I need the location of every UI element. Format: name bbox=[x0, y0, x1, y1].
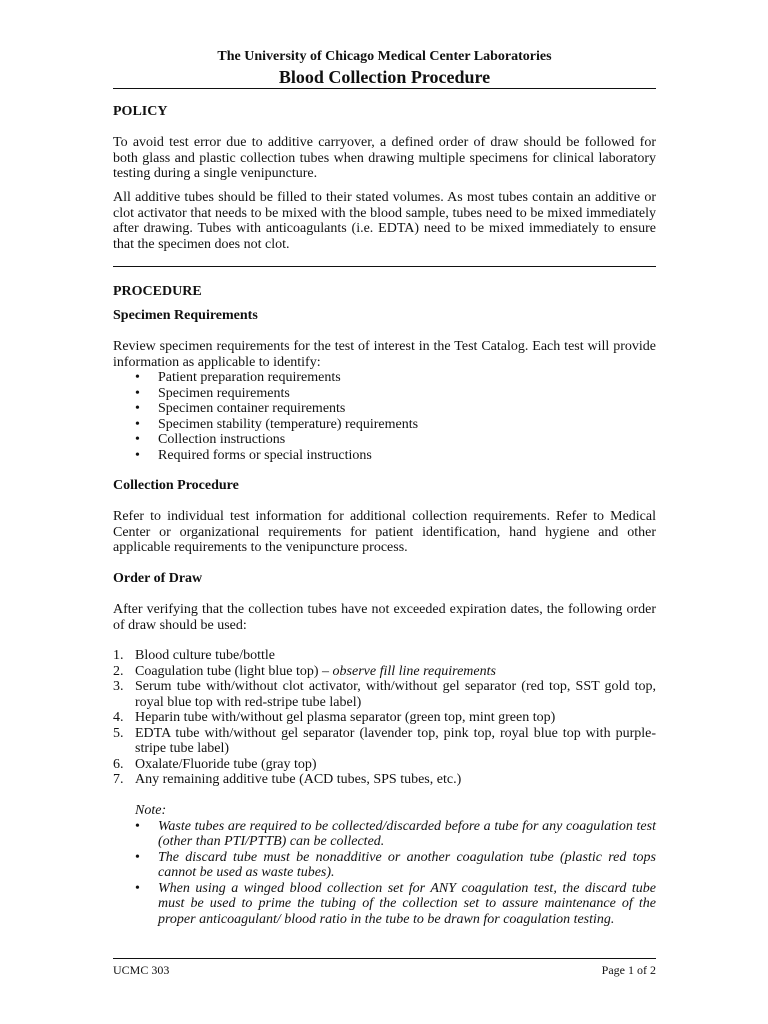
order-of-draw-intro: After verifying that the collection tubes have not exceeded expiration dates, the following order of draw should be used: bbox=[113, 602, 656, 633]
collection-procedure-section bbox=[113, 478, 656, 494]
list-item: 5. EDTA tube with/without gel separator (lavender top, pink top, royal blue top with purple-stripe tube label) bbox=[113, 725, 656, 756]
order-of-draw-intro-block bbox=[113, 602, 656, 633]
policy-section bbox=[113, 104, 656, 120]
policy-paragraph-1 bbox=[113, 135, 656, 182]
document-header bbox=[113, 48, 656, 88]
list-item-text: Heparin tube with/without gel plasma separator (green top, mint green top) bbox=[135, 710, 556, 725]
note-label: Note: bbox=[135, 803, 167, 818]
list-item-text: Coagulation tube (light blue top) – bbox=[135, 663, 333, 679]
list-item: 7. Any remaining additive tube (ACD tubes, SPS tubes, etc.) bbox=[113, 772, 462, 787]
document-id: UCMC 303 bbox=[113, 963, 170, 977]
specimen-requirements-section bbox=[113, 308, 656, 324]
order-of-draw-list bbox=[113, 648, 656, 788]
procedure-heading: PROCEDURE bbox=[113, 284, 202, 299]
list-item: • When using a winged blood collection set for ANY coagulation test, the discard tube must be used to prime the tubing of the collection set to assure maintenance of the proper anticoagulant/ blood ratio in the tube to be drawn for coagulation testing. bbox=[113, 881, 656, 928]
section-rule bbox=[113, 266, 656, 267]
list-item: • Patient preparation requirements bbox=[113, 370, 656, 386]
list-item-text: EDTA tube with/without gel separator (lavender top, pink top, royal blue top with purple-stripe tube label) bbox=[135, 725, 656, 756]
policy-heading: POLICY bbox=[113, 104, 168, 119]
list-item-emphasis: observe fill line requirements bbox=[332, 663, 496, 679]
notes-block bbox=[113, 803, 656, 927]
list-item: • Specimen stability (temperature) requirements bbox=[113, 417, 656, 433]
list-item: • Collection instructions bbox=[113, 432, 656, 448]
list-item: 2. Coagulation tube (light blue top) – observe fill line requirements bbox=[113, 663, 496, 679]
list-item: 6. Oxalate/Fluoride tube (gray top) bbox=[113, 756, 317, 772]
list-item-text: Any remaining additive tube (ACD tubes, SPS tubes, etc.) bbox=[135, 772, 462, 787]
list-item: 4. Heparin tube with/without gel plasma separator (green top, mint green top) bbox=[113, 710, 556, 725]
collection-procedure-body bbox=[113, 509, 656, 556]
specimen-intro: Review specimen requirements for the test of interest in the Test Catalog. Each test will provide information as applicable to identify: bbox=[113, 339, 656, 370]
header-rule bbox=[113, 88, 656, 89]
list-item-text: Blood culture tube/bottle bbox=[135, 648, 275, 663]
list-item-text: Oxalate/Fluoride tube (gray top) bbox=[135, 756, 317, 772]
specimen-requirements-body bbox=[113, 339, 656, 463]
specimen-requirements-heading: Specimen Requirements bbox=[113, 308, 258, 323]
policy-text-2: All additive tubes should be filled to their stated volumes. As most tubes contain an additive or clot activator that needs to be mixed with the blood sample, tubes need to be mixed immediately after drawing. Tubes with anticoagulants (i.e. EDTA) need to be mixed immediately to ensure that the specimen does not clot. bbox=[113, 190, 656, 252]
page-number: Page 1 of 2 bbox=[601, 963, 656, 977]
collection-procedure-text: Refer to individual test information for additional collection requirements. Refer to Medical Center or organizational requirements for patient identification, hand hygiene and other applicable requirements to the venipuncture process. bbox=[113, 509, 656, 555]
document-title: Blood Collection Procedure bbox=[278, 67, 491, 87]
procedure-section bbox=[113, 284, 656, 300]
organization-name: The University of Chicago Medical Center Laboratories bbox=[217, 49, 552, 64]
list-item-text: Serum tube with/without clot activator, with/without gel separator (red top, SST gold top, royal blue top with red-stripe tube label) bbox=[135, 679, 656, 710]
list-item: • Specimen container requirements bbox=[113, 401, 656, 417]
policy-text-1: To avoid test error due to additive carryover, a defined order of draw should be followed for both glass and plastic collection tubes when drawing multiple specimens for clinical laboratory testing during a single venipuncture. bbox=[113, 135, 656, 181]
list-item: • Specimen requirements bbox=[113, 386, 656, 402]
footer-rule bbox=[113, 958, 656, 959]
collection-procedure-heading: Collection Procedure bbox=[113, 478, 239, 493]
policy-paragraph-2 bbox=[113, 190, 656, 252]
list-item: • Required forms or special instructions bbox=[113, 448, 656, 464]
specimen-list bbox=[113, 370, 656, 463]
list-item: 3. Serum tube with/without clot activator, with/without gel separator (red top, SST gold top, royal blue top with red-stripe tube label) bbox=[113, 679, 656, 710]
list-item: • Waste tubes are required to be collected/discarded before a tube for any coagulation test (other than PTI/PTTB) can be collected. bbox=[113, 819, 656, 850]
notes-list bbox=[113, 819, 656, 928]
order-of-draw-list-block bbox=[113, 648, 656, 788]
order-of-draw-section bbox=[113, 571, 656, 587]
list-item: • The discard tube must be nonadditive or another coagulation tube (plastic red tops cannot be used as waste tubes). bbox=[113, 850, 656, 881]
order-of-draw-heading: Order of Draw bbox=[113, 571, 203, 586]
list-item: 1. Blood culture tube/bottle bbox=[113, 648, 275, 663]
